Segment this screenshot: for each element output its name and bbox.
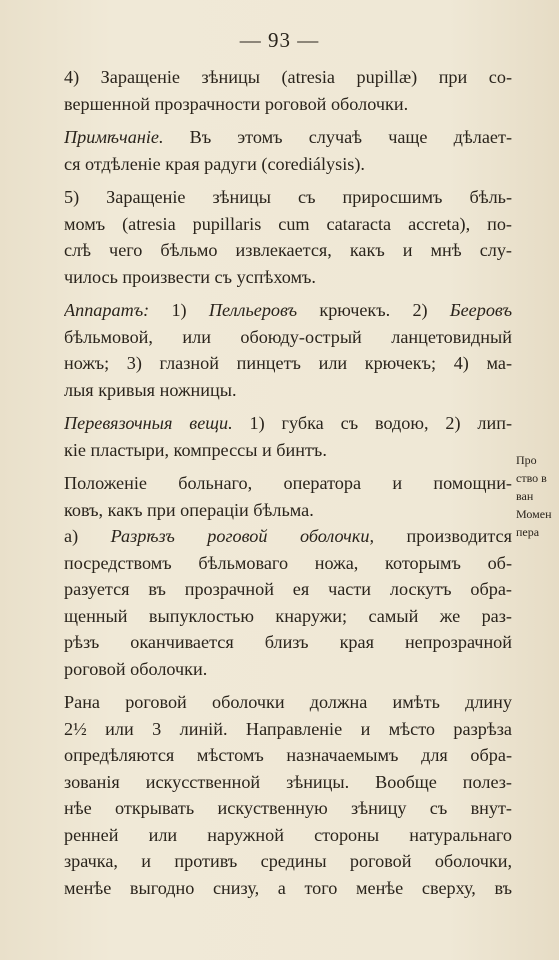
- text-line: [64, 410, 512, 437]
- margin-note-line: ство в: [516, 471, 547, 485]
- text-line: рѣзъ оканчивается близъ края непрозрачной: [64, 632, 512, 652]
- text-line: разуется въ прозрачной ея части лоскутъ обра-: [64, 579, 512, 599]
- text-line: зованія искусственной зѣницы. Вообще полез-: [64, 771, 512, 792]
- margin-note-line: ван: [516, 489, 534, 503]
- text-line: чилось произвести съ успѣхомъ.: [64, 266, 316, 287]
- dressings-heading: Перевязочныя вещи.: [64, 413, 233, 433]
- text-span: крючекъ. 2): [297, 300, 450, 320]
- text-span: а): [64, 526, 111, 546]
- text-line: менѣе выгодно снизу, а того менѣе сверху, въ: [64, 877, 512, 898]
- text-span: 1): [149, 300, 209, 320]
- text-line: ножъ; 3) глазной пинцетъ или крючекъ; 4) ма-: [64, 353, 512, 373]
- apparatus-heading: Аппаратъ:: [64, 300, 150, 320]
- margin-note-line: пера: [516, 525, 540, 539]
- instrument-name: Пелльеровъ: [208, 300, 298, 320]
- text-line: [64, 124, 512, 151]
- text-span: 1) губка съ водою, 2) лип-: [232, 413, 512, 433]
- fraction: 2½: [64, 718, 87, 739]
- text-line: Положеніе больнаго, оператора и помощни-: [64, 473, 512, 493]
- margin-note-line: Момен: [516, 507, 552, 521]
- text-line: ся отдѣленіе края радуги (corediálysis).: [64, 153, 365, 174]
- page-number: — 93 —: [239, 28, 320, 52]
- text-span: производится: [374, 526, 512, 546]
- text-line: зрачка, и противъ средины роговой оболочки,: [64, 851, 512, 871]
- text-line: вершенной прозрачности роговой оболочки.: [64, 93, 409, 114]
- note-heading: Примѣчаніе.: [64, 127, 164, 147]
- text-line: [64, 716, 512, 743]
- incision-heading: Разрѣзъ роговой оболочки,: [110, 526, 375, 546]
- text-line: роговой оболочки.: [64, 658, 208, 679]
- text-line: лыя кривыя ножницы.: [64, 379, 237, 400]
- text-line: 5) Заращеніе зѣницы съ приросшимъ бѣль-: [64, 187, 512, 207]
- text-line: момъ (atresia pupillaris cum cataracta accreta), по-: [64, 213, 512, 234]
- text-line: нѣе открывать искуственную зѣницу съ внут-: [64, 798, 512, 818]
- text-line: [64, 297, 512, 324]
- text-line: ренней или наружной стороны натуральнаго: [64, 824, 512, 845]
- text-line: 4) Заращеніе зѣницы (atresia pupillæ) при со-: [64, 67, 512, 87]
- margin-note: [516, 451, 559, 541]
- text-line: опредѣляются мѣстомъ назначаемымъ для обра-: [64, 745, 512, 765]
- text-line: ковъ, какъ при операціи бѣльма.: [64, 499, 314, 520]
- text-line: слѣ чего бѣльмо извлекается, какъ и мнѣ слу-: [64, 240, 512, 260]
- text-line: кіе пластыри, компрессы и бинтъ.: [64, 439, 327, 460]
- text-span: Въ этомъ случаѣ чаще дѣлает-: [163, 127, 512, 147]
- text-line: [64, 523, 512, 550]
- text-span: или 3 линій. Направленіе и мѣсто разрѣза: [86, 718, 512, 739]
- instrument-name: Бееровъ: [449, 300, 512, 320]
- margin-note-line: Про: [516, 453, 537, 467]
- page-body: [64, 64, 512, 901]
- text-line: щенный выпуклостью кнаружи; самый же раз-: [64, 605, 512, 626]
- text-line: посредствомъ бѣльмоваго ножа, которымъ об-: [64, 552, 512, 573]
- text-line: бѣльмовой, или обоюду-острый ланцетовидный: [64, 326, 512, 347]
- text-line: Рана роговой оболочки должна имѣть длину: [64, 692, 512, 712]
